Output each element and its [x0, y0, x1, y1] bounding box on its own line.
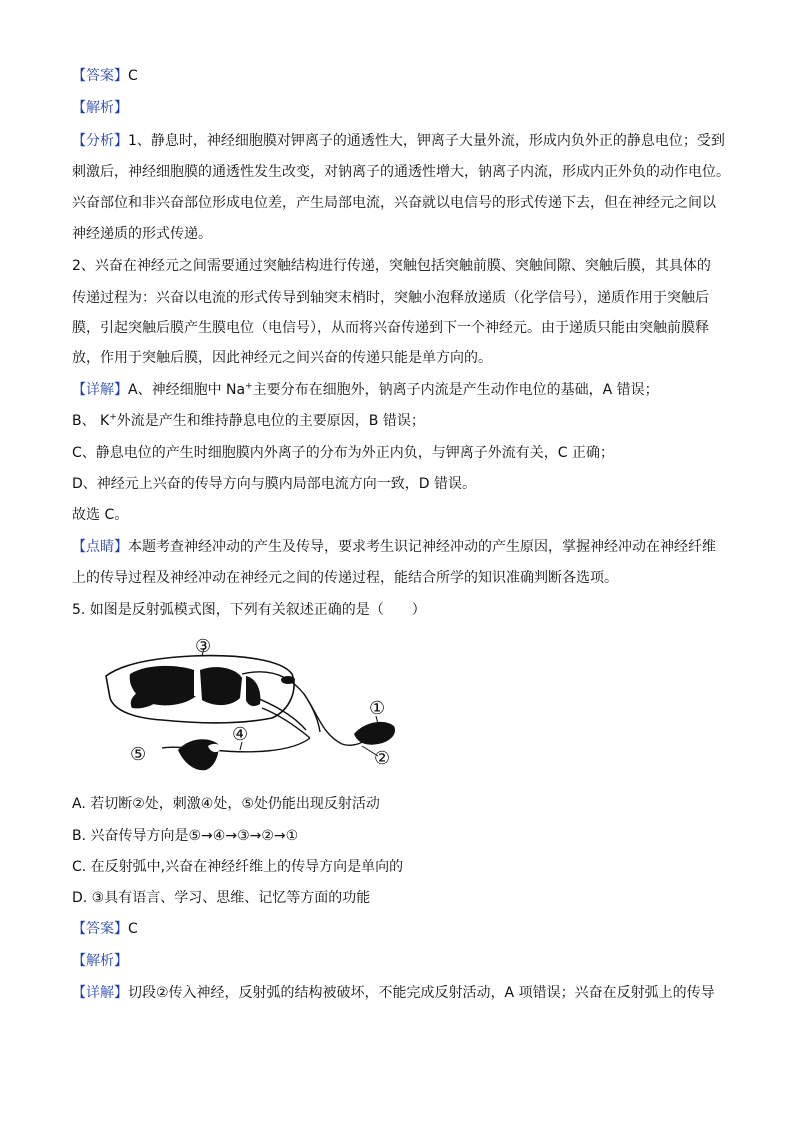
gray-matter-right: [200, 667, 242, 705]
analysis-p2-line2: 传递过程为：兴奋以电流的形式传导到轴突末梢时，突触小泡释放递质（化学信号），递质作用于突触后: [72, 290, 709, 306]
analysis-heading: [72, 98, 128, 118]
analysis-p2-line3: 膜，引起突触后膜产生膜电位（电信号），从而将兴奋传递到下一个神经元。由于递质只能由突触前膜释: [72, 320, 709, 336]
detail-b-pre: B、 K: [72, 413, 110, 429]
q5-answer-line: [72, 919, 138, 939]
label-2: ②: [374, 748, 391, 769]
comment-text: 本题考查神经冲动的产生及传导，要求考生识记神经冲动的产生原因，掌握神经冲动在神经纤维: [128, 539, 716, 555]
q5-detail-tag: 【详解】: [72, 985, 128, 1001]
conclusion: 故选 C。: [72, 507, 129, 523]
analysis-p1-line3: 兴奋部位和非兴奋部位形成电位差，产生局部电流，兴奋就以电信号的形式传递下去，但在神经元之间以: [72, 195, 716, 211]
question-stem: 5. 如图是反射弧模式图，下列有关叙述正确的是（ ）: [72, 602, 426, 618]
q5-answer-value: C: [128, 921, 138, 937]
q5-analysis-tag: 【解析】: [72, 953, 128, 969]
detail-a-post: 主要分布在细胞外，钠离子内流是产生动作电位的基础，A 错误；: [252, 382, 659, 398]
effector-muscle: [178, 739, 219, 770]
option-b: B. 兴奋传导方向是⑤→④→③→②→①: [72, 828, 299, 844]
comment-line1: [72, 537, 716, 557]
detail-d: D、神经元上兴奋的传导方向与膜内局部电流方向一致，D 错误。: [72, 476, 477, 492]
detail-b: [72, 411, 425, 431]
detail-b-post: 外流是产生和维持静息电位的主要原因，B 错误；: [116, 413, 425, 429]
label-3: ③: [195, 636, 212, 657]
detail-b-sup: +: [109, 412, 117, 423]
detail-a-pre: A、神经细胞中 Na: [128, 382, 246, 398]
analysis-p1-line4: 神经递质的形式传递。: [72, 226, 212, 242]
detail-a-sup: +: [245, 381, 253, 392]
fenxi-tag: 【分析】: [72, 133, 128, 149]
q5-answer-tag: 【答案】: [72, 921, 128, 937]
label-1: ①: [369, 698, 386, 719]
answer-line: [72, 66, 138, 86]
q5-analysis-heading: [72, 951, 128, 971]
detail-tag: 【详解】: [72, 382, 128, 398]
analysis-p1-line1: [72, 131, 725, 151]
comment-tag: 【点睛】: [72, 539, 128, 555]
analysis-p2-line1: 2、兴奋在神经元之间需要通过突触结构进行传递，突触包括突触前膜、突触间隙、突触后膜，其具体的: [72, 258, 711, 274]
analysis-p2-line4: 放，作用于突触后膜，因此神经元之间兴奋的传递只能是单方向的。: [72, 350, 492, 366]
option-c: C. 在反射弧中,兴奋在神经纤维上的传导方向是单向的: [72, 859, 404, 875]
option-d: D. ③具有语言、学习、思维、记忆等方面的功能: [72, 890, 371, 906]
answer-value: C: [128, 68, 138, 84]
dorsal-horn-right: [246, 676, 260, 706]
q5-detail-line: [72, 983, 715, 1003]
option-a: A. 若切断②处，刺激④处，⑤处仍能出现反射活动: [72, 796, 380, 812]
analysis-p1-line2: 刺激后，神经细胞膜的通透性发生改变，对钠离子的通透性增大，钠离子内流，形成内正外负的动作电位。: [72, 164, 730, 180]
answer-tag: 【答案】: [72, 68, 128, 84]
reflex-arc-diagram: [92, 634, 422, 774]
label-5: ⑤: [130, 744, 147, 765]
detail-a: [72, 380, 659, 400]
label-4: ④: [232, 724, 249, 745]
p1-text: 1、静息时，神经细胞膜对钾离子的通透性大，钾离子大量外流，形成内负外正的静息电位；受到: [128, 133, 725, 149]
analysis-tag: 【解析】: [72, 100, 128, 116]
central-canal: [194, 672, 200, 696]
q5-detail-text: 切段②传入神经，反射弧的结构被破坏，不能完成反射活动，A 项错误；兴奋在反射弧上的传导: [128, 985, 715, 1001]
detail-c: C、静息电位的产生时细胞膜内外离子的分布为外正内负，与钾离子外流有关，C 正确；: [72, 445, 614, 461]
receptor: [354, 722, 395, 745]
comment-line2: 上的传导过程及神经冲动在神经元之间的传递过程，能结合所学的知识准确判断各选项。: [72, 570, 618, 586]
